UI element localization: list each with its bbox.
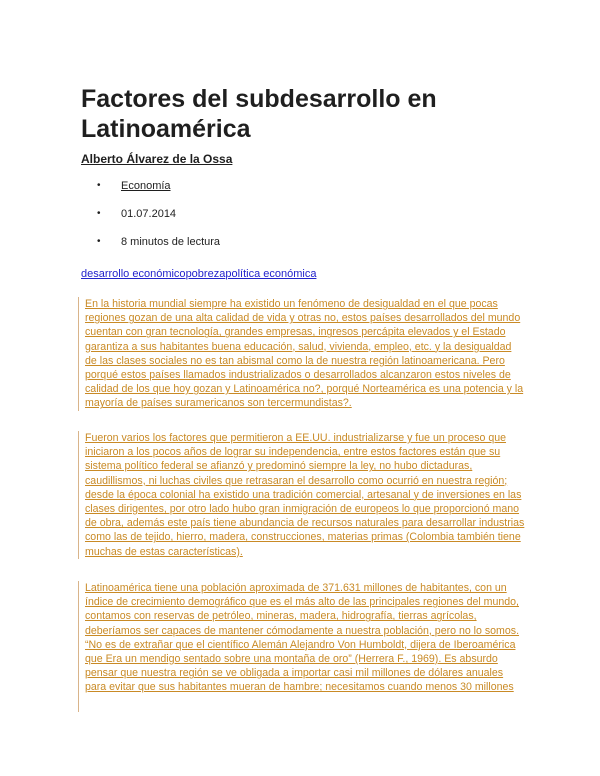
- author-link[interactable]: Alberto Álvarez de la Ossa: [81, 152, 233, 166]
- paragraph-1[interactable]: En la historia mundial siempre ha existido un fenómeno de desigualdad en el que pocas regiones gozan de una alta calidad de vida y otras no, estos países desarrollados del mundo cuentan con gran tecnología, grandes empresas, ingresos percápita elevados y el Estado garantiza a sus habitantes buena educación, salud, vivienda, empleo, etc. y la desigualdad de las clases sociales no es tan abismal como la de nuestra región latinoamericana. Pero porqué estos países llamados industrializados o desarrollados alcanzaron estos niveles de calidad de los que hoy gozan y Latinoamérica no?, porqué Norteamérica es una potencia y la mayoría de países suramericanos son tercermundistas?.: [78, 297, 525, 411]
- paragraph-2[interactable]: Fueron varios los factores que permitieron a EE.UU. industrializarse y fue un proceso que iniciaron a los pocos años de lograr su independencia, entre estos factores están que su sistema político federal se afianzó y predominó siempre la ley, no hubo dictaduras, caudillismos, ni luchas civiles que retrasaran el desarrollo como ocurrió en nuestra región; desde la época colonial ha existido una tradición comercial, artesanal y de inversiones en las clases dirigentes, por otro lado hubo gran inmigración de europeos lo que proporcionó mano de obra, además este país tiene abundancia de recursos naturales para desarrollar industrias como las de tejido, hierro, madera, construcciones, materias primas (Colombia también tiene muchas de estas características).: [78, 431, 525, 559]
- tag-link-politica-economica[interactable]: política económica: [225, 268, 317, 280]
- publish-date: 01.07.2014: [121, 208, 177, 220]
- bullet-icon: •: [97, 236, 101, 247]
- category-link[interactable]: Economía: [121, 180, 171, 192]
- article-title: Factores del subdesarrollo en Latinoamérica: [81, 85, 437, 143]
- paragraph-3[interactable]: Latinoamérica tiene una población aproximada de 371.631 millones de habitantes, con un índice de crecimiento demográfico que es el más alto de las principales regiones del mundo, contamos con reservas de petróleo, mineras, madera, hidrografía, tierras agrícolas, deberíamos ser capaces de mantener cómodamente a nuestra población, pero no lo somos. “No es de extrañar que el científico Alemán Alejandro Von Humboldt, dijera de Iberoamérica que Era un mendigo sentado sobre una montaña de oro” (Herrera F., 1969). Es absurdo pensar que nuestra región se ve obligada a importar casi mil millones de dólares anuales para evitar que sus habitantes mueran de hambre; necesitamos cuando menos 30 millones: [78, 581, 525, 712]
- bullet-icon: •: [97, 208, 101, 219]
- bullet-icon: •: [97, 180, 101, 191]
- reading-time: 8 minutos de lectura: [121, 236, 221, 248]
- tag-list: [81, 268, 316, 280]
- tag-link-pobreza[interactable]: pobreza: [185, 268, 226, 280]
- tag-link-desarrollo-economico[interactable]: desarrollo económico: [81, 268, 186, 280]
